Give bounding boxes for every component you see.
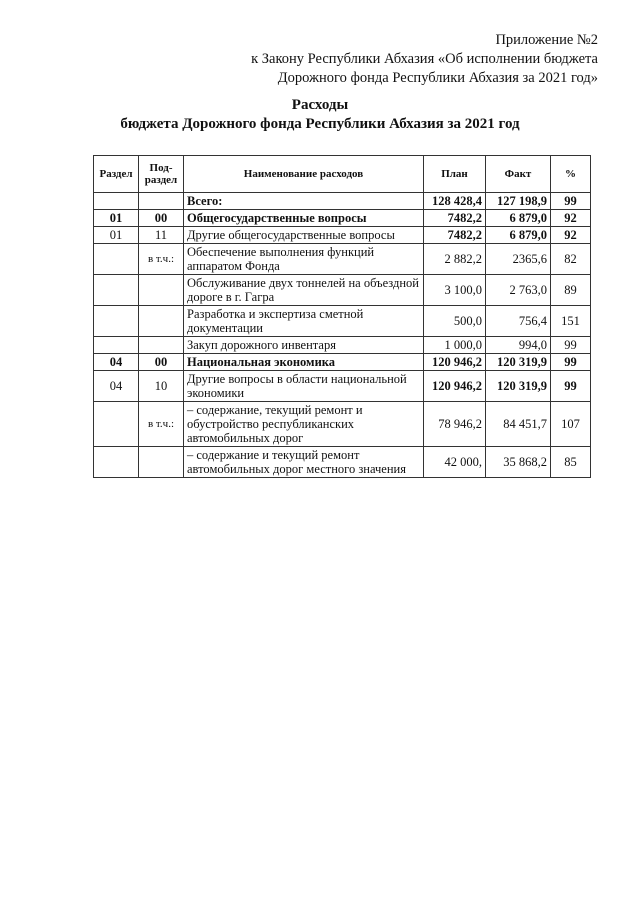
table-header-row [94, 156, 591, 193]
cell-section [94, 306, 139, 337]
cell-name: Закуп дорожного инвентаря [184, 337, 424, 354]
cell-fact: 994,0 [486, 337, 551, 354]
table-row [94, 227, 591, 244]
cell-percent: 99 [551, 371, 591, 402]
cell-subsection: 00 [139, 210, 184, 227]
cell-fact: 756,4 [486, 306, 551, 337]
cell-name: – содержание, текущий ремонт и обустройство республиканских автомобильных дорог [184, 402, 424, 447]
cell-section: 04 [94, 371, 139, 402]
cell-percent: 82 [551, 244, 591, 275]
cell-plan: 500,0 [424, 306, 486, 337]
cell-section [94, 402, 139, 447]
cell-section [94, 244, 139, 275]
annex-line-3: Дорожного фонда Республики Абхазия за 2021 год» [277, 70, 598, 86]
table-row [94, 306, 591, 337]
cell-percent: 89 [551, 275, 591, 306]
cell-fact: 2 763,0 [486, 275, 551, 306]
cell-plan: 78 946,2 [424, 402, 486, 447]
cell-fact: 2365,6 [486, 244, 551, 275]
cell-section [94, 447, 139, 478]
cell-plan: 2 882,2 [424, 244, 486, 275]
document-subtitle: бюджета Дорожного фонда Республики Абхазия за 2021 год [120, 116, 520, 132]
cell-plan: 128 428,4 [424, 193, 486, 210]
cell-fact: 120 319,9 [486, 371, 551, 402]
cell-percent: 85 [551, 447, 591, 478]
cell-name: Национальная экономика [184, 354, 424, 371]
table-row [94, 244, 591, 275]
cell-name: Общегосударственные вопросы [184, 210, 424, 227]
cell-fact: 35 868,2 [486, 447, 551, 478]
cell-fact: 6 879,0 [486, 210, 551, 227]
cell-percent: 107 [551, 402, 591, 447]
cell-plan: 7482,2 [424, 227, 486, 244]
cell-subsection: 00 [139, 354, 184, 371]
header-plan: План [424, 156, 486, 193]
cell-section [94, 275, 139, 306]
table-row [94, 275, 591, 306]
cell-section: 01 [94, 210, 139, 227]
cell-subsection: 11 [139, 227, 184, 244]
cell-subsection [139, 306, 184, 337]
cell-fact: 120 319,9 [486, 354, 551, 371]
cell-section: 04 [94, 354, 139, 371]
annex-header [251, 31, 598, 88]
cell-name: Другие вопросы в области национальной экономики [184, 371, 424, 402]
table-row [94, 371, 591, 402]
table-row [94, 402, 591, 447]
cell-subsection [139, 337, 184, 354]
cell-plan: 3 100,0 [424, 275, 486, 306]
header-name: Наименование расходов [184, 156, 424, 193]
cell-plan: 7482,2 [424, 210, 486, 227]
header-subsection: Под-раздел [139, 156, 184, 193]
cell-percent: 99 [551, 337, 591, 354]
cell-plan: 120 946,2 [424, 354, 486, 371]
cell-section [94, 193, 139, 210]
cell-fact: 84 451,7 [486, 402, 551, 447]
cell-subsection: в т.ч.: [139, 402, 184, 447]
cell-name: Другие общегосударственные вопросы [184, 227, 424, 244]
table-row [94, 354, 591, 371]
table-row [94, 447, 591, 478]
table-row [94, 193, 591, 210]
header-section: Раздел [94, 156, 139, 193]
cell-percent: 92 [551, 227, 591, 244]
annex-line-2: к Закону Республики Абхазия «Об исполнении бюджета [251, 51, 598, 67]
cell-name: Обслуживание двух тоннелей на объездной дороге в г. Гагра [184, 275, 424, 306]
cell-percent: 99 [551, 354, 591, 371]
cell-section [94, 337, 139, 354]
cell-subsection: 10 [139, 371, 184, 402]
expenses-table [93, 155, 591, 478]
cell-plan: 1 000,0 [424, 337, 486, 354]
cell-fact: 6 879,0 [486, 227, 551, 244]
table-row [94, 337, 591, 354]
header-percent: % [551, 156, 591, 193]
document-title: Расходы [291, 97, 349, 113]
cell-name: Всего: [184, 193, 424, 210]
cell-subsection: в т.ч.: [139, 244, 184, 275]
cell-percent: 99 [551, 193, 591, 210]
cell-name: Обеспечение выполнения функций аппаратом Фонда [184, 244, 424, 275]
header-fact: Факт [486, 156, 551, 193]
annex-line-1: Приложение №2 [495, 32, 598, 48]
cell-plan: 42 000, [424, 447, 486, 478]
cell-percent: 92 [551, 210, 591, 227]
table-row [94, 210, 591, 227]
cell-section: 01 [94, 227, 139, 244]
cell-fact: 127 198,9 [486, 193, 551, 210]
cell-plan: 120 946,2 [424, 371, 486, 402]
cell-percent: 151 [551, 306, 591, 337]
cell-name: Разработка и экспертиза сметной документации [184, 306, 424, 337]
cell-subsection [139, 447, 184, 478]
cell-name: – содержание и текущий ремонт автомобильных дорог местного значения [184, 447, 424, 478]
cell-subsection [139, 275, 184, 306]
cell-subsection [139, 193, 184, 210]
